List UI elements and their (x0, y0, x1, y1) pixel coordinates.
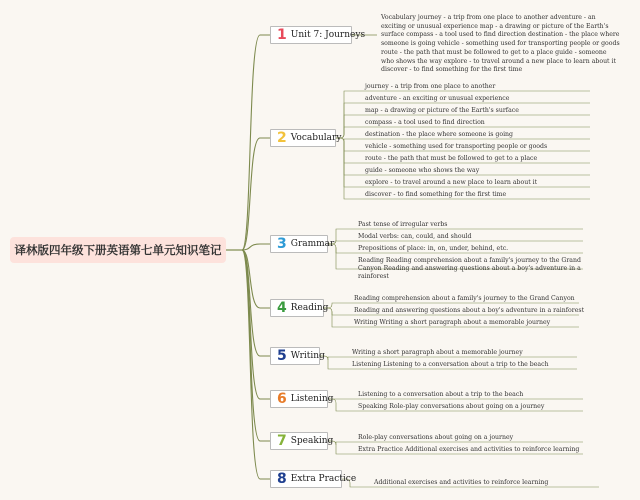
branch-number: 7 (277, 433, 287, 449)
leaf-text: Reading and answering questions about a boy's adventure in a rainforest (354, 307, 585, 314)
branch-number: 3 (277, 236, 287, 252)
branch-node-7[interactable] (270, 432, 334, 450)
branch-node-4[interactable] (270, 299, 329, 317)
leaf-text: Role-play conversations about going on a journey (358, 434, 514, 441)
leaf-text: Modal verbs: can, could, and should (358, 233, 472, 240)
branch-node-6[interactable] (270, 390, 334, 408)
branch-label: Extra Practice (290, 474, 357, 484)
branch-number: 1 (277, 27, 287, 43)
leaf-text: Reading comprehension about a family's journey to the Grand Canyon (354, 295, 575, 302)
leaf-text: explore - to travel around a new place to learn about it (365, 179, 538, 186)
branch-number: 2 (277, 130, 287, 146)
branch-label: Grammar (290, 239, 335, 249)
leaf-text: Writing a short paragraph about a memorable journey (352, 349, 523, 356)
leaf-text: Listening to a conversation about a trip to the beach (358, 391, 524, 398)
branch-number: 5 (277, 348, 287, 364)
leaf-text: map - a drawing or picture of the Earth's surface (365, 107, 519, 114)
branch-label: Listening (290, 394, 334, 404)
branch-connector (242, 244, 270, 250)
leaf-text: Past tense of irregular verbs (358, 221, 448, 228)
branch-number: 6 (277, 391, 287, 407)
branch-node-5[interactable] (270, 347, 325, 365)
branch-label: Reading (290, 303, 329, 313)
branch-label: Vocabulary (290, 133, 342, 143)
root-title: 译林版四年级下册英语第七单元知识笔记 (14, 243, 222, 257)
leaf-text: Listening Listening to a conversation about a trip to the beach (352, 361, 549, 368)
leaf-text: journey - a trip from one place to another (365, 83, 496, 90)
branch-node-8[interactable] (270, 470, 357, 488)
leaf-text: Extra Practice Additional exercises and activities to reinforce learning (358, 446, 580, 453)
leaf-text: Speaking Role-play conversations about going on a journey (358, 403, 545, 410)
branch-number: 4 (277, 300, 287, 316)
branch-label: Writing (290, 351, 325, 361)
root-topic[interactable] (10, 237, 226, 263)
branch-label: Unit 7: Journeys (290, 30, 366, 40)
leaf-text: destination - the place where someone is going (365, 131, 513, 138)
branch-label: Speaking (290, 436, 334, 446)
leaf-text: adventure - an exciting or unusual experience (365, 95, 510, 102)
branch-node-1[interactable] (270, 26, 366, 44)
branch-node-2[interactable] (270, 129, 342, 147)
branch-node-3[interactable] (270, 235, 335, 253)
leaf-text: Writing Writing a short paragraph about a memorable journey (354, 319, 551, 326)
leaf-text: route - the path that must be followed to get to a place (365, 155, 538, 162)
leaf-text: compass - a tool used to find direction (365, 119, 485, 126)
leaf-text: Prepositions of place: in, on, under, behind, etc. (358, 245, 509, 252)
leaf-text: Reading Reading comprehension about a family's journey to the Grand Canyon Reading and answering questions about a boy's adventure in a rainforest (358, 257, 581, 280)
leaf-text: Additional exercises and activities to reinforce learning (374, 479, 549, 486)
leaf-text: discover - to find something for the first time (365, 191, 507, 198)
leaf-text: vehicle - something used for transporting people or goods (365, 143, 548, 150)
branch-number: 8 (277, 471, 287, 487)
branch-paragraph: Vocabulary journey - a trip from one place to another adventure - an exciting or unusual experience map - a drawing or picture of the Earth's surface compass - a tool used to find direction destination - the place where someone is going vehicle - something used for transporting people or goods route - the path that must be followed to get to a place guide - someone who shows the way explore - to travel around a new place to learn about it discover - to find something for the first time (381, 14, 620, 74)
branch-connector (242, 250, 270, 479)
branch-connector (242, 250, 270, 441)
leaf-text: guide - someone who shows the way (365, 167, 480, 174)
